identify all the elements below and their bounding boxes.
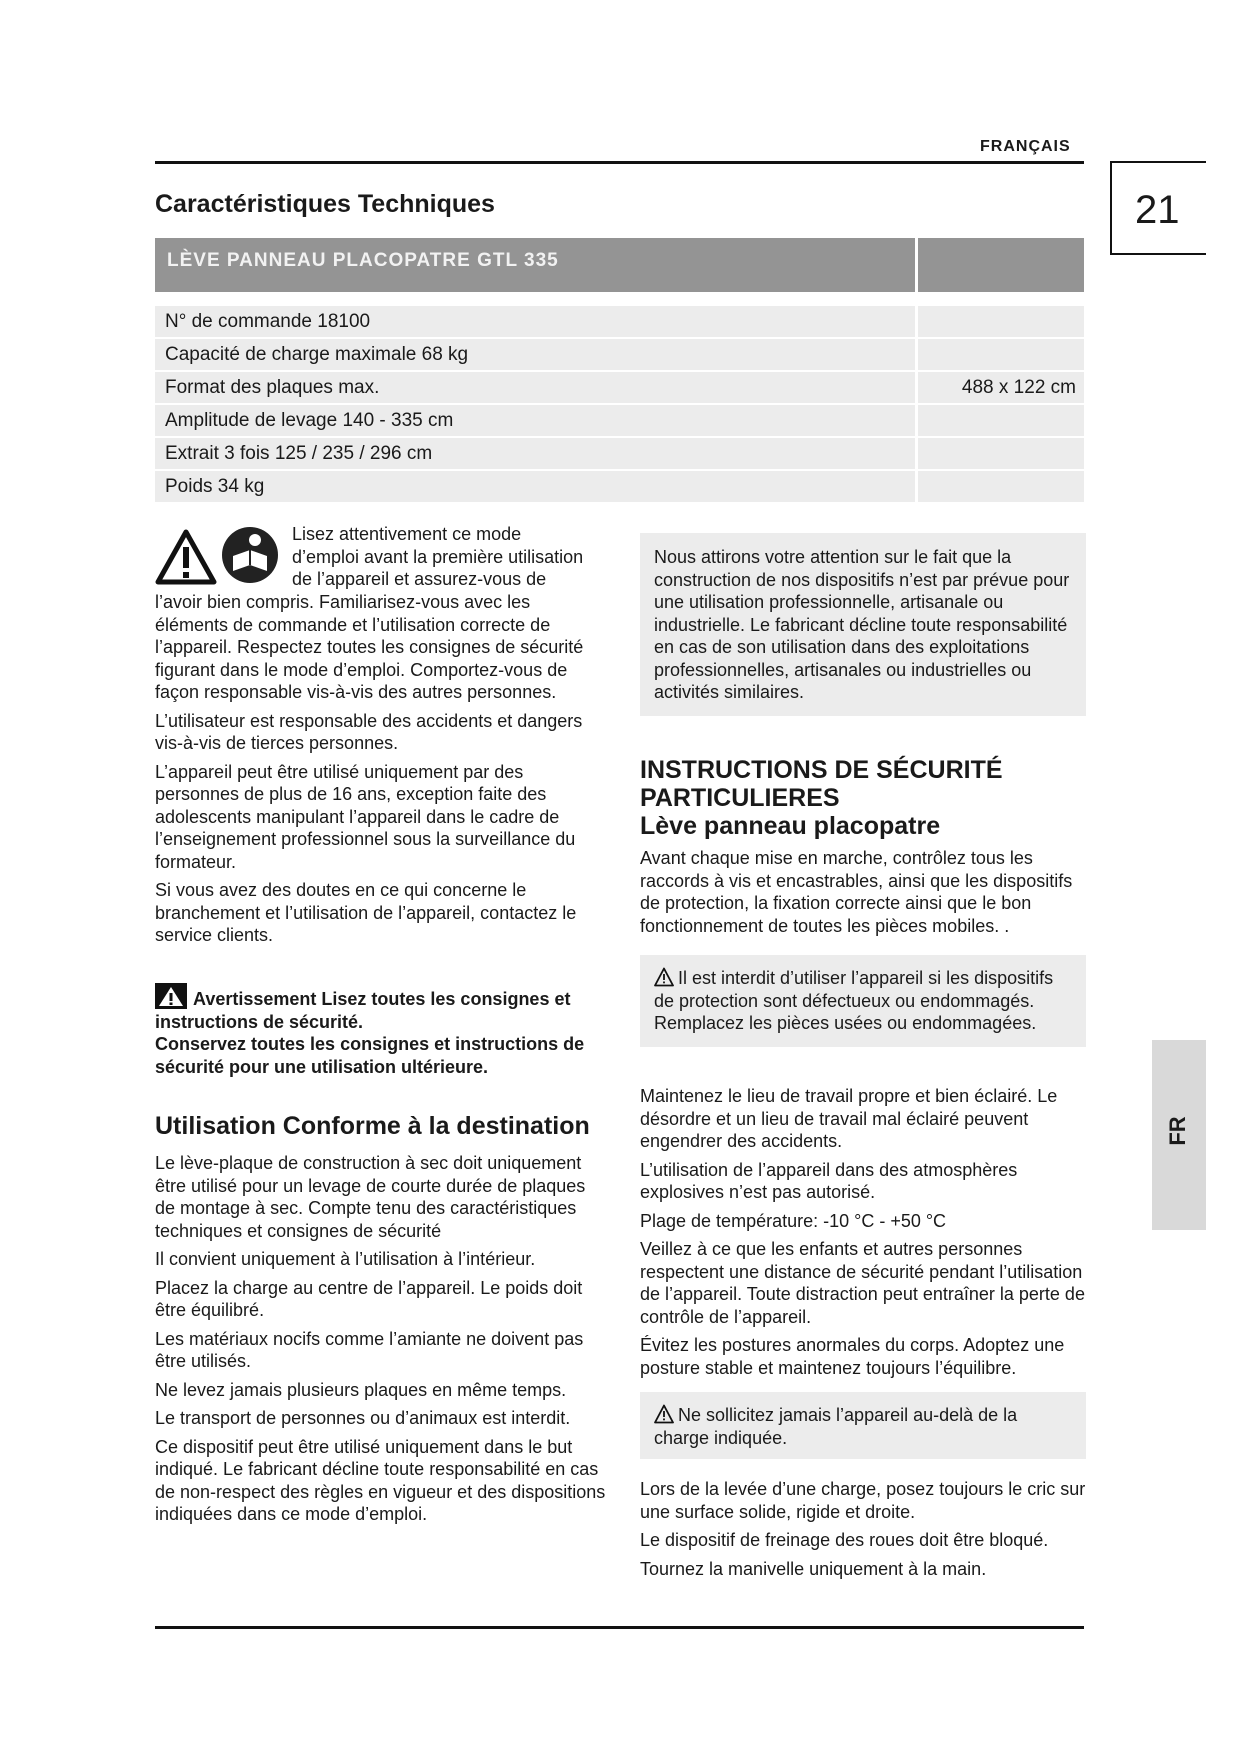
notice-text: Nous attirons votre attention sur le fait que la construction de nos dispositifs n’est par prévue pour une utilisation professionnelle, artisanale ou industrielle. Le fabricant décline toute responsabilité en cas de son utilisation dans des exploitations professionnelles, artisanales ou industrielles ou activités similaires. (654, 547, 1070, 702)
safety-paragraph: L’utilisation de l’appareil dans des atmosphères explosives n’est pas autorisé. (640, 1159, 1018, 1202)
safety-paragraph: Avant chaque mise en marche, contrôlez tous les raccords à vis et encastrables, ainsi que les dispositifs de protection, la fixation correcte ainsi que le bon fonctionnement de toutes les pièces mobiles. . (640, 848, 1073, 936)
warning-sign-icon (155, 983, 187, 1009)
intro-line: de l’appareil et assurez-vous de (292, 569, 547, 589)
use-section (155, 1112, 607, 1532)
column-divider (915, 405, 918, 436)
column-divider (915, 238, 918, 292)
safety-paragraph: Tournez la manivelle uniquement à la main. (640, 1558, 987, 1579)
safety-subheading: Lève panneau placopatre (640, 812, 941, 840)
use-paragraph: Ne levez jamais plusieurs plaques en même temps. (155, 1379, 567, 1400)
column-divider (915, 372, 918, 403)
use-paragraph: Ce dispositif peut être utilisé uniquement dans le but indiqué. Le fabricant décline toute responsabilité en cas de non-respect des règles en vigueur et des dispositions indiquées dans ce mode d’emploi. (155, 1436, 606, 1524)
table-row (155, 372, 1084, 405)
safety-heading: INSTRUCTIONS DE SÉCURITÉ PARTICULIERES (640, 756, 1003, 812)
language-header: FRANÇAIS (980, 138, 1071, 155)
warning-triangle-icon (654, 1404, 674, 1424)
use-paragraph: Les matériaux nocifs comme l’amiante ne doivent pas être utilisés. (155, 1328, 584, 1371)
spacer (155, 292, 1084, 306)
left-column (155, 523, 607, 953)
table-row (155, 438, 1084, 471)
row-label: Format des plaques max. (165, 377, 380, 398)
responsibility-paragraph: L’utilisateur est responsable des accidents et dangers vis-à-vis de tierces personnes. (155, 710, 583, 753)
row-label: N° de commande 18100 (165, 311, 371, 332)
safety-paragraphs (640, 1085, 1086, 1385)
notice-box (640, 533, 1086, 716)
warning-box (640, 955, 1086, 1047)
row-label: Amplitude de levage 140 - 335 cm (165, 410, 454, 431)
table-row (155, 306, 1084, 339)
use-paragraph: Le transport de personnes ou d’animaux est interdit. (155, 1408, 571, 1428)
use-paragraph: Placez la charge au centre de l’appareil. Le poids doit être équilibré. (155, 1277, 583, 1320)
row-value: 488 x 122 cm (961, 377, 1076, 398)
page-number: 21 (1135, 188, 1180, 232)
top-rule (155, 161, 1084, 164)
safety-paragraph: Le dispositif de freinage des roues doit être bloqué. (640, 1530, 1049, 1550)
safety-paragraph: Veillez à ce que les enfants et autres personnes respectent une distance de sécurité pendant l’utilisation de l’appareil. Toute distraction peut entraîner la perte de contrôle de l’appareil. (640, 1239, 1085, 1327)
intro-block (155, 523, 607, 591)
warning-triangle-icon (155, 529, 217, 585)
section-title: Caractéristiques Techniques (155, 190, 495, 218)
warning-line-1: Avertissement Lisez toutes les consignes et instructions de sécurité. (155, 989, 571, 1032)
intro-lines (292, 523, 610, 591)
safety-paragraph: Maintenez le lieu de travail propre et bien éclairé. Le désordre et un lieu de travail mal éclairé peuvent engendrer des accidents. (640, 1086, 1058, 1151)
column-divider (915, 471, 918, 502)
column-divider (915, 438, 918, 469)
intro-paragraph: l’avoir bien compris. Familiarisez-vous avec les éléments de commande et l’utilisation correcte de l’appareil. Respectez toutes les consignes de sécurité figurant dans le mode d’emploi. Comportez-vous de façon responsable vis-à-vis des autres personnes. (155, 592, 584, 702)
row-label: Poids 34 kg (165, 476, 265, 497)
spec-table-header (155, 238, 1084, 292)
read-manual-icon (221, 526, 279, 584)
table-row (155, 339, 1084, 372)
age-paragraph: L’appareil peut être utilisé uniquement par des personnes de plus de 16 ans, exception faite des adolescents manipulant l’appareil dans le cadre de l’enseignement professionnel sous la surveillance du formateur. (155, 761, 576, 872)
bottom-rule (155, 1626, 1084, 1629)
warning-triangle-icon (654, 967, 674, 987)
column-divider (915, 306, 918, 337)
spec-table (155, 238, 1084, 504)
intro-line: d’emploi avant la première utilisation (292, 546, 584, 567)
warning-box-text: Il est interdit d’utiliser l’appareil si les dispositifs de protection sont défectueux ou endommagés. Remplacez les pièces usées ou endommagées. (654, 968, 1054, 1033)
safety-paragraph: Évitez les postures anormales du corps. Adoptez une posture stable et maintenez toujours l’équilibre. (640, 1335, 1065, 1378)
doubts-paragraph: Si vous avez des doutes en ce qui concerne le branchement et l’utilisation de l’appareil, contactez le service clients. (155, 880, 577, 945)
intro-line: Lisez attentivement ce mode (292, 524, 522, 544)
load-warning-box (640, 1392, 1086, 1459)
spec-table-header-text: LÈVE PANNEAU PLACOPATRE GTL 335 (167, 250, 559, 271)
safety-paragraph: Lors de la levée d’une charge, posez toujours le cric sur une surface solide, rigide et droite. (640, 1479, 1086, 1522)
row-label: Capacité de charge maximale 68 kg (165, 344, 469, 365)
row-label: Extrait 3 fois 125 / 235 / 296 cm (165, 443, 433, 464)
use-paragraph: Il convient uniquement à l’utilisation à l’intérieur. (155, 1249, 536, 1269)
table-row (155, 405, 1084, 438)
temperature-range: Plage de température: -10 °C - +50 °C (640, 1210, 947, 1231)
table-row (155, 471, 1084, 504)
final-paragraphs (640, 1478, 1086, 1586)
use-paragraph: Le lève-plaque de construction à sec doit uniquement être utilisé pour un levage de courte durée de plaques de montage à sec. Compte tenu des caractéristiques techniques et consignes de sécurité (155, 1153, 586, 1241)
warning-block (155, 983, 607, 1078)
safety-section (640, 756, 1086, 943)
use-heading: Utilisation Conforme à la destination (155, 1112, 590, 1140)
load-warning-text: Ne sollicitez jamais l’appareil au-delà de la charge indiquée. (654, 1405, 1018, 1448)
language-side-tab-label: FR (1165, 1116, 1190, 1146)
column-divider (915, 339, 918, 370)
warning-line-2: Conservez toutes les consignes et instructions de sécurité pour une utilisation ultérieure. (155, 1034, 585, 1077)
